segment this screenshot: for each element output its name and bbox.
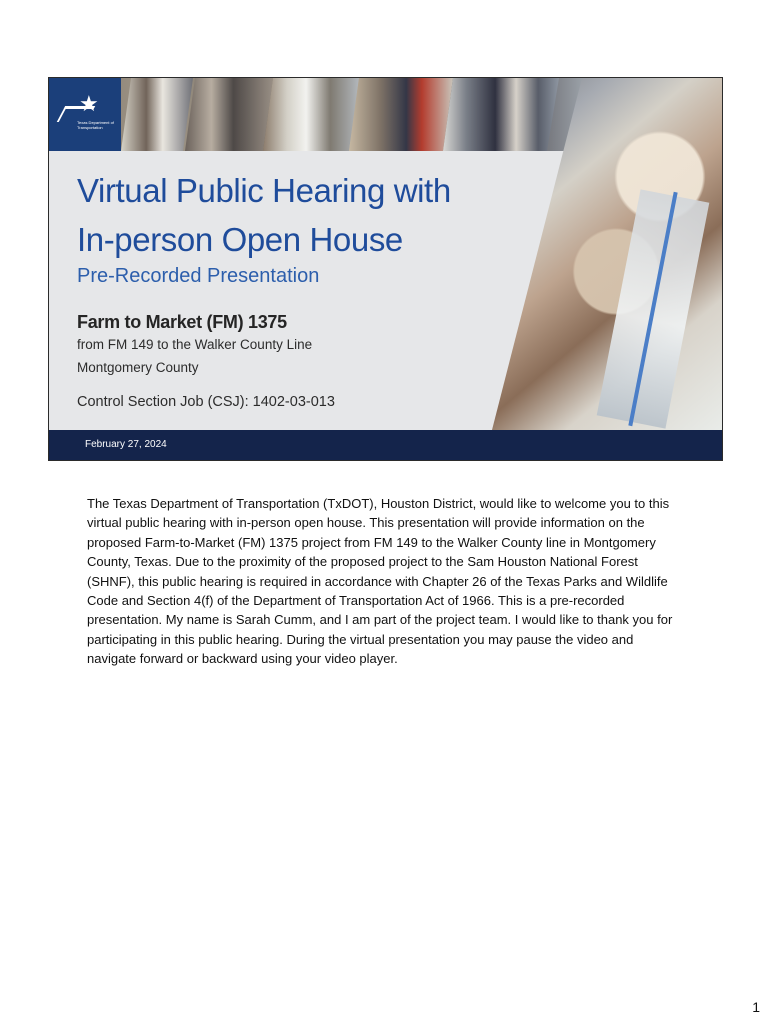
slide-title-line-2: In-person Open House [77,221,403,258]
meeting-photo-4 [349,78,453,151]
csj-number: Control Section Job (CSJ): 1402-03-013 [77,394,335,410]
route-limits: from FM 149 to the Walker County Line [77,337,313,352]
meeting-photo-1 [121,78,193,151]
meeting-photo-2 [185,78,273,151]
slide-subtitle: Pre-Recorded Presentation [77,265,320,287]
page-number: 1 [752,999,760,1015]
slide-date: February 27, 2024 [85,439,167,450]
slide-title-line-1: Virtual Public Hearing with [77,172,451,209]
txdot-logo [49,78,121,151]
star-icon: ★ [79,92,99,117]
county-name: Montgomery County [77,360,199,375]
presentation-slide [48,77,723,461]
route-title: Farm to Market (FM) 1375 [77,312,287,332]
meeting-photo-3 [263,78,359,151]
meeting-photo-5 [443,78,559,151]
narration-text: The Texas Department of Transportation (TxDOT), Houston District, would like to welcome you to this virtual public hearing with in-person open house. This presentation will provide information on the proposed Farm-to-Market (FM) 1375 project from FM 149 to the Walker County line in Montgomery County, Texas. Due to the proximity of the proposed project to the Sam Houston National Forest (SHNF), this public hearing is required in accordance with Chapter 26 of the Texas Parks and Wildlife Code and Section 4(f) of the Department of Transportation Act of 1966. This is a pre-recorded presentation. My name is Sarah Cumm, and I am part of the project team. I would like to thank you for participating in this public hearing. During the virtual presentation you may pause the video and navigate forward or backward using your video player. [87,496,673,667]
logo-text: Texas Department of Transportation [77,120,114,130]
slide-title [77,166,507,264]
